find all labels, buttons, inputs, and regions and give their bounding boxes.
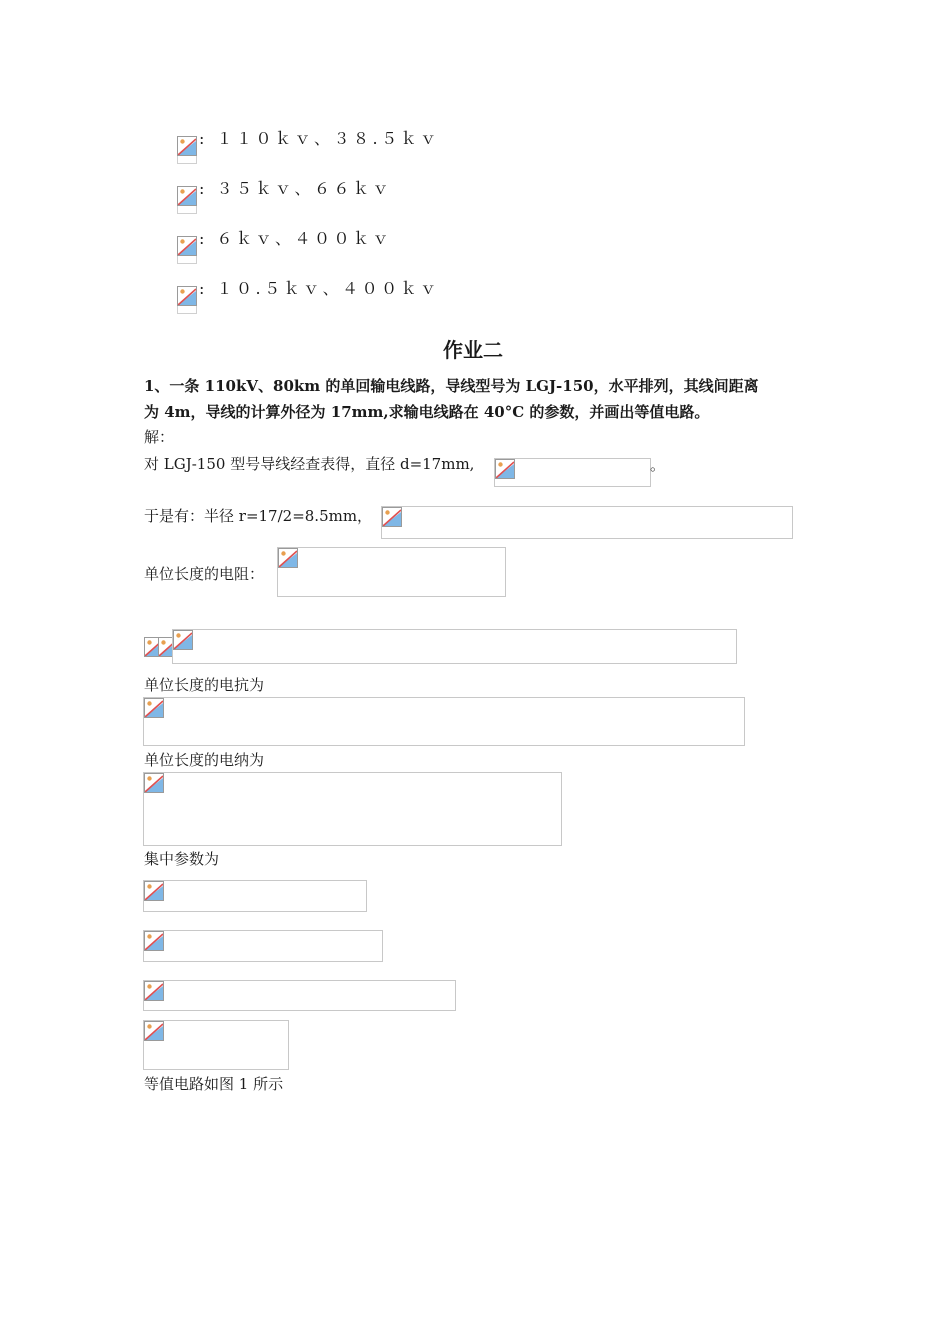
option-1-image [177, 136, 199, 164]
broken-image-icon [177, 236, 197, 256]
option-2-text: : ３５ｋｖ、６６ｋｖ [199, 179, 392, 198]
radius-formula-image [381, 506, 793, 539]
broken-image-icon [382, 507, 402, 527]
broken-image-icon [144, 1021, 164, 1041]
broken-image-icon [495, 459, 515, 479]
option-3-text: : ６ｋｖ、４００ｋｖ [199, 229, 392, 248]
lookup-end-punct: 。 [650, 456, 666, 474]
broken-image-icon [144, 931, 164, 951]
resistance-value-formula-image [172, 629, 737, 664]
resistance-label: 单位长度的电阻： [144, 565, 265, 583]
broken-image-icon [278, 548, 298, 568]
solution-label: 解： [144, 428, 175, 446]
question-line-1: 1、一条 110kV、80km 的单回输电线路，导线型号为 LGJ-150，水平排列，其线间距离 [144, 377, 759, 395]
broken-image-icon [177, 136, 197, 156]
option-3-image [177, 236, 199, 264]
question-line-2: 为 4m，导线的计算外径为 17mm,求输电线路在 40°C 的参数，并画出等值电路。 [144, 403, 710, 421]
lumped-formula-image-4 [143, 1020, 289, 1070]
option-2-image [177, 186, 199, 214]
circuit-text: 等值电路如图 1 所示 [144, 1075, 284, 1093]
broken-image-icon [177, 186, 197, 206]
lumped-formula-image-1 [143, 880, 367, 912]
lookup-formula-image [494, 458, 651, 487]
lumped-formula-image-2 [143, 930, 383, 962]
susceptance-label: 单位长度的电纳为 [144, 751, 265, 769]
lumped-label: 集中参数为 [144, 850, 220, 868]
lumped-formula-image-3 [143, 980, 456, 1011]
lookup-text: 对 LGJ-150 型号导线经查表得，直径 d=17mm, [144, 455, 475, 473]
broken-image-icon [144, 981, 164, 1001]
option-1-text: : １１０ｋｖ、３８.５ｋｖ [199, 129, 440, 148]
broken-image-icon [144, 698, 164, 718]
homework-title: 作业二 [443, 338, 503, 362]
option-4-image [177, 286, 199, 314]
susceptance-formula-image [143, 772, 562, 846]
broken-image-icon [144, 773, 164, 793]
radius-text: 于是有：半径 r=17/2=8.5mm， [144, 507, 373, 525]
reactance-formula-image [143, 697, 745, 746]
broken-image-icon [173, 630, 193, 650]
broken-image-icon [144, 881, 164, 901]
broken-image-icon [177, 286, 197, 306]
reactance-label: 单位长度的电抗为 [144, 676, 265, 694]
option-4-text: : １０.５ｋｖ、４００ｋｖ [199, 279, 440, 298]
resistance-formula-image [277, 547, 506, 597]
